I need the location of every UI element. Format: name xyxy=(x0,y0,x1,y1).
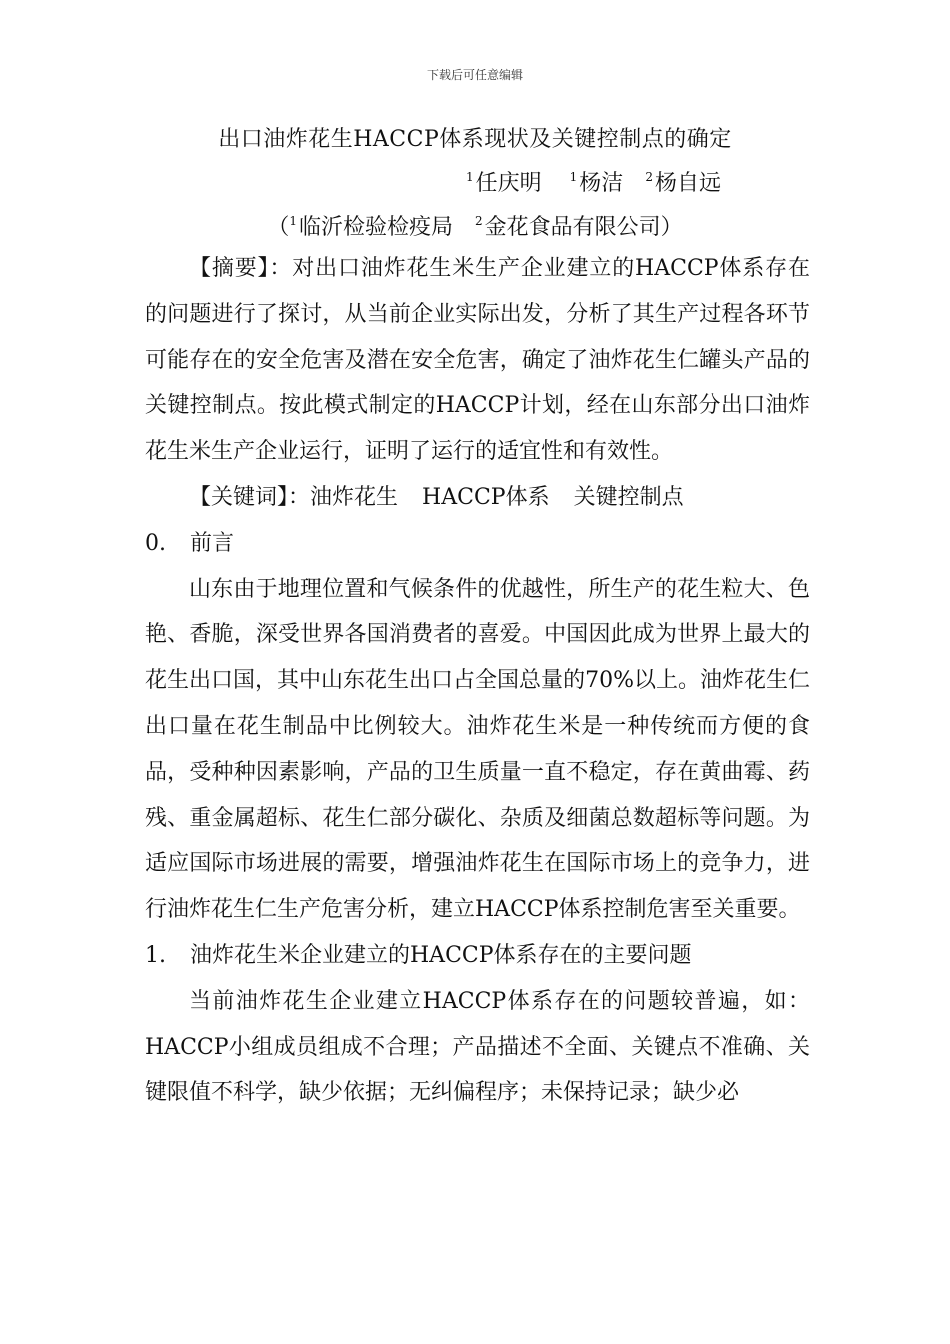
author-name: 杨洁 xyxy=(579,171,624,196)
author-sup: 1 xyxy=(466,170,474,184)
section-title: 前言 xyxy=(190,530,235,556)
affil-name: 金花食品有限公司） xyxy=(484,215,683,240)
section-number: 0. xyxy=(145,530,166,556)
keywords-paragraph xyxy=(145,475,810,521)
abstract-text: 对出口油炸花生米生产企业建立的HACCP体系存在的问题进行了探讨，从当前企业实际出发，分析了其生产过程各环节可能存在的安全危害及潜在安全危害，确定了油炸花生仁罐头产品的关键控制点。按此模式制定的HACCP计划，经在山东部分出口油炸花生米生产企业运行，证明了运行的适宜性和有效性。 xyxy=(145,256,810,465)
author-sup: 2 xyxy=(645,170,653,184)
affiliation xyxy=(289,215,453,240)
author-sup: 1 xyxy=(569,170,578,184)
author xyxy=(645,171,721,196)
author xyxy=(466,171,542,196)
keyword: HACCP体系 xyxy=(422,484,550,510)
keyword: 油炸花生 xyxy=(310,484,399,510)
author-name: 任庆明 xyxy=(475,171,542,196)
affil-open: （ xyxy=(267,215,290,240)
body-text xyxy=(145,246,810,1116)
abstract-paragraph xyxy=(145,246,810,475)
affiliation-line xyxy=(0,210,950,241)
affil-sup: 2 xyxy=(475,214,483,228)
section-paragraph: 当前油炸花生企业建立HACCP体系存在的问题较普遍，如：HACCP小组成员组成不合理；产品描述不全面、关键点不准确、关键限值不科学，缺少依据；无纠偏程序；未保持记录；缺少必 xyxy=(145,988,810,1106)
author xyxy=(570,171,624,196)
section-heading xyxy=(145,521,810,567)
affiliation xyxy=(475,215,683,240)
abstract-label: 【摘要】： xyxy=(189,256,293,281)
section-heading xyxy=(145,933,810,979)
keyword: 关键控制点 xyxy=(573,484,684,510)
keywords-label: 【关键词】： xyxy=(189,484,311,510)
section-title: 油炸花生米企业建立的HACCP体系存在的主要问题 xyxy=(190,942,692,968)
affil-sup: 1 xyxy=(289,214,297,228)
header-note: 下载后可任意编辑 xyxy=(426,68,523,82)
paper-title: 出口油炸花生HACCP体系现状及关键控制点的确定 xyxy=(218,127,732,152)
section-paragraph: 山东由于地理位置和气候条件的优越性，所生产的花生粒大、色艳、香脆，深受世界各国消费者的喜爱。中国因此成为世界上最大的花生出口国，其中山东花生出口占全国总量的70%以上。油炸花生仁出口量在花生制品中比例较大。油炸花生米是一种传统而方便的食品，受种种因素影响，产品的卫生质量一直不稳定，存在黄曲霉、药残、重金属超标、花生仁部分碳化、杂质及细菌总数超标等问题。为适应国际市场进展的需要，增强油炸花生在国际市场上的竞争力，进行油炸花生仁生产危害分析，建立HACCP体系控制危害至关重要。 xyxy=(145,576,810,923)
author-name: 杨自远 xyxy=(654,171,721,196)
author-line xyxy=(466,166,721,197)
affil-name: 临沂检验检疫局 xyxy=(298,215,453,240)
section-number: 1. xyxy=(145,942,166,968)
